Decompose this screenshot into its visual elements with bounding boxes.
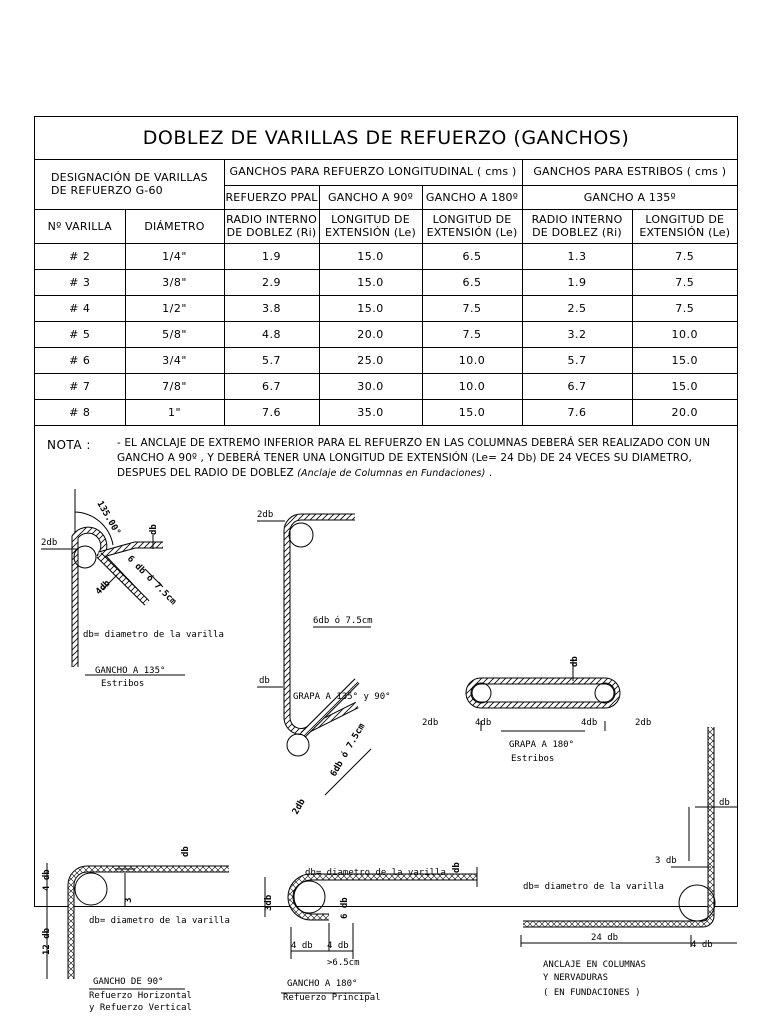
table-cell: 1.9 bbox=[522, 269, 632, 295]
table-cell: 1.3 bbox=[522, 243, 632, 269]
table-cell: 5/8" bbox=[125, 321, 224, 347]
table-cell: 1/4" bbox=[125, 243, 224, 269]
anc-t1: ANCLAJE EN COLUMNAS bbox=[543, 960, 646, 970]
g180-sub: Estribos bbox=[511, 754, 555, 764]
table-cell: 5.7 bbox=[224, 347, 319, 373]
diagram-gancho-90 bbox=[42, 846, 230, 1013]
anc-four: 4 db bbox=[691, 940, 713, 950]
grapa-r: 2db bbox=[257, 510, 274, 520]
g90-three: 3 bbox=[124, 897, 134, 903]
table-cell: # 6 bbox=[35, 347, 125, 373]
table-cell: 7.5 bbox=[632, 243, 737, 269]
h180-min: >6.5cm bbox=[327, 958, 360, 968]
anc-len: 24 db bbox=[591, 933, 619, 943]
diagram-grapa-135-90 bbox=[257, 510, 391, 817]
table-cell: 6.7 bbox=[224, 373, 319, 399]
g180-title: GRAPA A 180° bbox=[509, 740, 575, 750]
table-cell: 35.0 bbox=[319, 399, 422, 425]
grapa-db: db bbox=[259, 676, 270, 686]
table-cell: # 5 bbox=[35, 321, 125, 347]
table-row bbox=[35, 243, 737, 269]
diagram-grapa-180 bbox=[422, 656, 651, 764]
g180-db: db bbox=[570, 656, 580, 667]
g90-len: 12 db bbox=[42, 927, 52, 955]
g180-r-right: 2db bbox=[635, 718, 652, 728]
hook-drawings bbox=[35, 477, 737, 1013]
sub-180: GANCHO A 180º bbox=[422, 185, 522, 209]
table-cell: 15.0 bbox=[422, 399, 522, 425]
table-cell: 7.5 bbox=[422, 295, 522, 321]
table-cell: 30.0 bbox=[319, 373, 422, 399]
note-italic: (Anclaje de Columnas en Fundaciones) bbox=[297, 468, 486, 479]
table-cell: 5.7 bbox=[522, 347, 632, 373]
col-no: Nº VARILLA bbox=[35, 209, 125, 243]
table-cell: 1.9 bbox=[224, 243, 319, 269]
note-text bbox=[117, 436, 727, 481]
sub-ppal: REFUERZO PPAL bbox=[224, 185, 319, 209]
hook-table bbox=[35, 159, 737, 426]
table-cell: 7.5 bbox=[422, 321, 522, 347]
table-cell: 15.0 bbox=[632, 347, 737, 373]
table-cell: # 4 bbox=[35, 295, 125, 321]
table-cell: 1" bbox=[125, 399, 224, 425]
table-cell: 15.0 bbox=[319, 295, 422, 321]
table-cell: # 8 bbox=[35, 399, 125, 425]
table-row bbox=[35, 295, 737, 321]
table-cell: 25.0 bbox=[319, 347, 422, 373]
diagram-gancho-135 bbox=[41, 489, 224, 689]
table-row bbox=[35, 347, 737, 373]
table-cell: 3/4" bbox=[125, 347, 224, 373]
table-cell: 7.5 bbox=[632, 269, 737, 295]
table-cell: 20.0 bbox=[632, 399, 737, 425]
g180-l-left: 4db bbox=[475, 718, 492, 728]
table-cell: # 7 bbox=[35, 373, 125, 399]
d135-side: 4db bbox=[94, 578, 113, 598]
anc-t2: Y NERVADURAS bbox=[543, 973, 609, 983]
diagram-anclaje bbox=[521, 727, 737, 998]
note-label: NOTA : bbox=[47, 438, 91, 452]
col-long-3: LONGITUD DE EXTENSIÓN (Le) bbox=[632, 209, 737, 243]
h180-l1: 4 db bbox=[291, 941, 313, 951]
table-cell: 7.5 bbox=[632, 295, 737, 321]
g90-sub1: Refuerzo Horizontal bbox=[89, 991, 192, 1001]
table-cell: 3/8" bbox=[125, 269, 224, 295]
table-cell: 2.5 bbox=[522, 295, 632, 321]
table-cell: 6.7 bbox=[522, 373, 632, 399]
g90-db: db bbox=[181, 846, 191, 857]
sheet-title: DOBLEZ DE VARILLAS DE REFUERZO (GANCHOS) bbox=[35, 117, 737, 160]
grapa-ext: 6db ó 7.5cm bbox=[313, 616, 373, 626]
h180-l2: 4 db bbox=[327, 941, 349, 951]
anc-three: 3 db bbox=[655, 856, 677, 866]
h180-sub: Refuerzo Principal bbox=[283, 993, 381, 1003]
table-cell: 15.0 bbox=[319, 243, 422, 269]
col-long-2: LONGITUD DE EXTENSIÓN (Le) bbox=[422, 209, 522, 243]
table-cell: 10.0 bbox=[422, 347, 522, 373]
table-cell: 2.9 bbox=[224, 269, 319, 295]
grapa-label: GRAPA A 135° y 90° bbox=[293, 692, 391, 702]
col-radio-2: RADIO INTERNO DE DOBLEZ (Ri) bbox=[522, 209, 632, 243]
header-designation: DESIGNACIÓN DE VARILLAS DE REFUERZO G-60 bbox=[35, 159, 224, 209]
g90-title: GANCHO DE 90° bbox=[93, 977, 164, 987]
h180-db: db bbox=[452, 862, 462, 873]
table-cell: 6.5 bbox=[422, 243, 522, 269]
h180-db-def: db= diametro de la varilla bbox=[305, 868, 446, 878]
sub-90: GANCHO A 90º bbox=[319, 185, 422, 209]
table-cell: 1/2" bbox=[125, 295, 224, 321]
table-cell: 20.0 bbox=[319, 321, 422, 347]
table-cell: 10.0 bbox=[632, 321, 737, 347]
table-cell: 3.8 bbox=[224, 295, 319, 321]
anc-t3: ( EN FUNDACIONES ) bbox=[543, 988, 641, 998]
d135-angle: 135.00° bbox=[94, 499, 123, 538]
h180-three: 3db bbox=[264, 894, 274, 911]
d135-title: GANCHO A 135° bbox=[95, 666, 166, 676]
g90-sub2: y Refuerzo Vertical bbox=[89, 1003, 192, 1013]
sub-135: GANCHO A 135º bbox=[522, 185, 737, 209]
table-cell: 4.8 bbox=[224, 321, 319, 347]
d135-db-def: db= diametro de la varilla bbox=[83, 630, 224, 640]
table-cell: 10.0 bbox=[422, 373, 522, 399]
header-longitudinal: GANCHOS PARA REFUERZO LONGITUDINAL ( cms ) bbox=[224, 159, 522, 185]
h180-six: 6 db bbox=[340, 897, 350, 919]
g90-side: 4 db bbox=[42, 869, 52, 891]
g180-l-right: 4db bbox=[581, 718, 598, 728]
header-estribos: GANCHOS PARA ESTRIBOS ( cms ) bbox=[522, 159, 737, 185]
table-row bbox=[35, 399, 737, 425]
table-cell: # 3 bbox=[35, 269, 125, 295]
table-row bbox=[35, 373, 737, 399]
table-cell: 6.5 bbox=[422, 269, 522, 295]
table-cell: 7.6 bbox=[224, 399, 319, 425]
col-radio-1: RADIO INTERNO DE DOBLEZ (Ri) bbox=[224, 209, 319, 243]
h180-title: GANCHO A 180° bbox=[287, 979, 358, 989]
diagram-gancho-180 bbox=[264, 862, 477, 1003]
g90-db-def: db= diametro de la varilla bbox=[89, 916, 230, 926]
anc-db: db bbox=[719, 798, 730, 808]
table-cell: 15.0 bbox=[319, 269, 422, 295]
table-cell: 7.6 bbox=[522, 399, 632, 425]
d135-db: db bbox=[149, 524, 159, 535]
d135-r: 2db bbox=[41, 538, 58, 548]
table-cell: 15.0 bbox=[632, 373, 737, 399]
d135-ext: 6 db ó 7.5cm bbox=[124, 554, 178, 608]
table-cell: 3.2 bbox=[522, 321, 632, 347]
rebar-sheet bbox=[34, 116, 738, 1013]
anc-db-def: db= diametro de la varilla bbox=[523, 882, 664, 892]
table-row bbox=[35, 269, 737, 295]
table-cell: # 2 bbox=[35, 243, 125, 269]
g180-r-left: 2db bbox=[422, 718, 439, 728]
grapa-r2: 2db bbox=[290, 797, 308, 817]
d135-sub: Estribos bbox=[101, 679, 145, 689]
col-diam: DIÁMETRO bbox=[125, 209, 224, 243]
note-body: - EL ANCLAJE DE EXTREMO INFERIOR PARA EL REFUERZO EN LAS COLUMNAS DEBERÁ SER REALIZADO CON UN GANCHO A 90º , Y DEBERÁ TENER UNA LONGITUD DE EXTENSIÓN (Le= 24 Db) DE 24 VECES SU DIAMETRO, DESPUES DEL RADIO DE DOBLEZ bbox=[117, 437, 711, 479]
grapa-ext2: 6db ó 7.5cm bbox=[328, 721, 368, 779]
table-cell: 7/8" bbox=[125, 373, 224, 399]
col-long-1: LONGITUD DE EXTENSIÓN (Le) bbox=[319, 209, 422, 243]
note-end: . bbox=[488, 467, 493, 479]
table-row bbox=[35, 321, 737, 347]
